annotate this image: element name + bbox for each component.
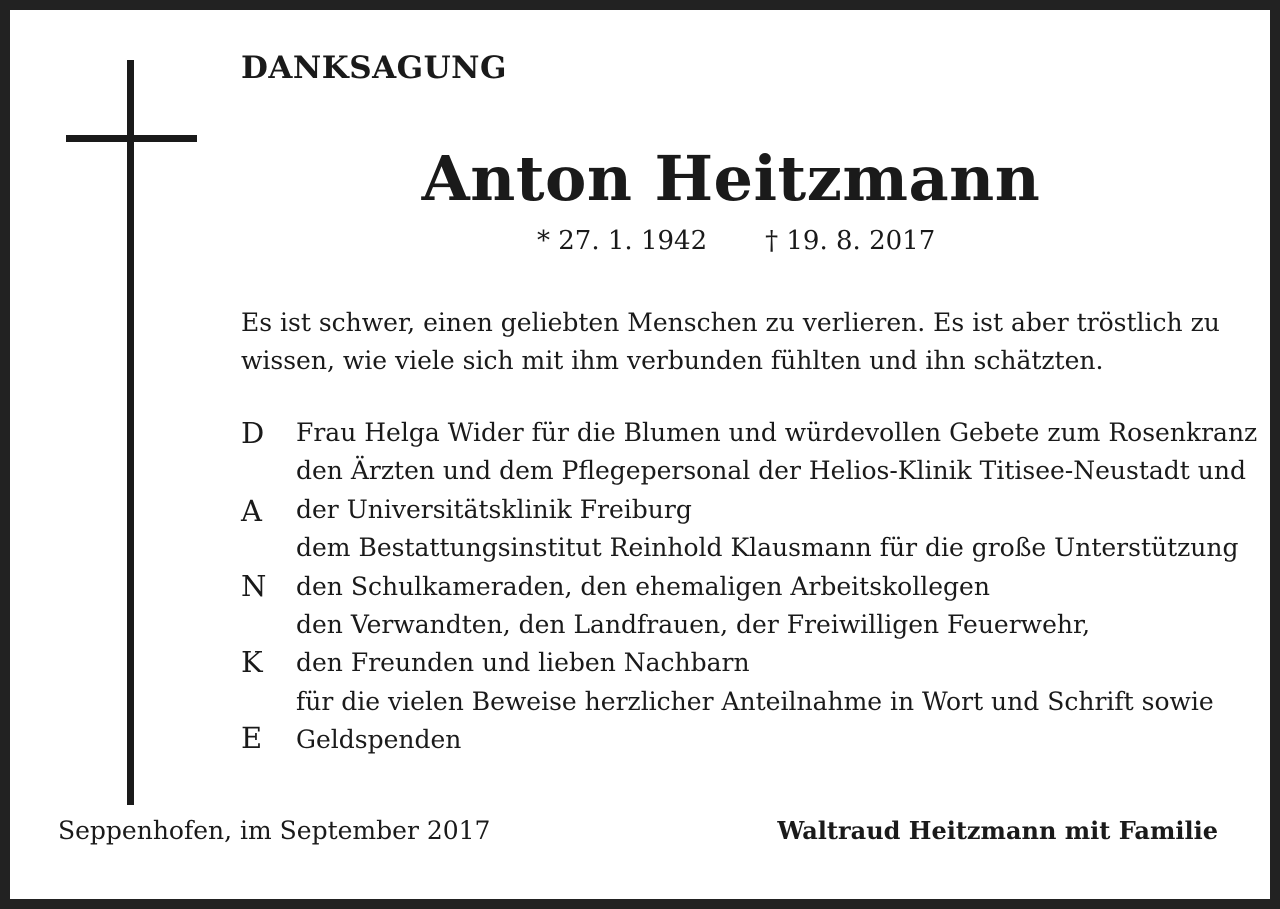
death-date: † 19. 8. 2017: [765, 226, 936, 256]
danke-letter: D: [241, 416, 265, 450]
life-dates: [537, 226, 935, 256]
thanks-line: dem Bestattungsinstitut Reinhold Klausmann für die große Unterstützung: [296, 533, 1239, 563]
deceased-name: Anton Heitzmann: [421, 142, 1041, 215]
birth-date: * 27. 1. 1942: [537, 226, 708, 256]
cross-icon-vertical: [127, 60, 134, 805]
obituary-card: [10, 10, 1270, 899]
cross-icon-horizontal: [66, 135, 197, 142]
thanks-line: den Freunden und lieben Nachbarn: [296, 648, 750, 678]
condolence-quote: [241, 304, 1220, 380]
thanks-list: [296, 414, 1257, 760]
thanks-line: den Ärzten und dem Pflegepersonal der Helios-Klinik Titisee-Neustadt und: [296, 456, 1246, 486]
family-signature: Waltraud Heitzmann mit Familie: [777, 816, 1218, 845]
quote-line: Es ist schwer, einen geliebten Menschen zu verlieren. Es ist aber tröstlich zu: [241, 308, 1220, 337]
thanks-line: den Schulkameraden, den ehemaligen Arbeitskollegen: [296, 571, 990, 601]
danke-letter: N: [241, 569, 267, 603]
thanks-line: Geldspenden: [296, 725, 462, 755]
thanks-line: den Verwandten, den Landfrauen, der Freiwilligen Feuerwehr,: [296, 610, 1091, 640]
thanks-line: der Universitätsklinik Freiburg: [296, 494, 692, 524]
thanks-line: für die vielen Beweise herzlicher Anteilnahme in Wort und Schrift sowie: [296, 686, 1214, 716]
place-and-date: Seppenhofen, im September 2017: [58, 816, 491, 845]
thanks-line: Frau Helga Wider für die Blumen und würdevollen Gebete zum Rosenkranz: [296, 418, 1258, 447]
danke-letter: E: [241, 721, 263, 755]
quote-line: wissen, wie viele sich mit ihm verbunden fühlten und ihn schätzten.: [241, 346, 1104, 375]
danke-letter: A: [241, 494, 262, 528]
danke-letter: K: [241, 645, 263, 679]
heading: DANKSAGUNG: [241, 50, 507, 86]
